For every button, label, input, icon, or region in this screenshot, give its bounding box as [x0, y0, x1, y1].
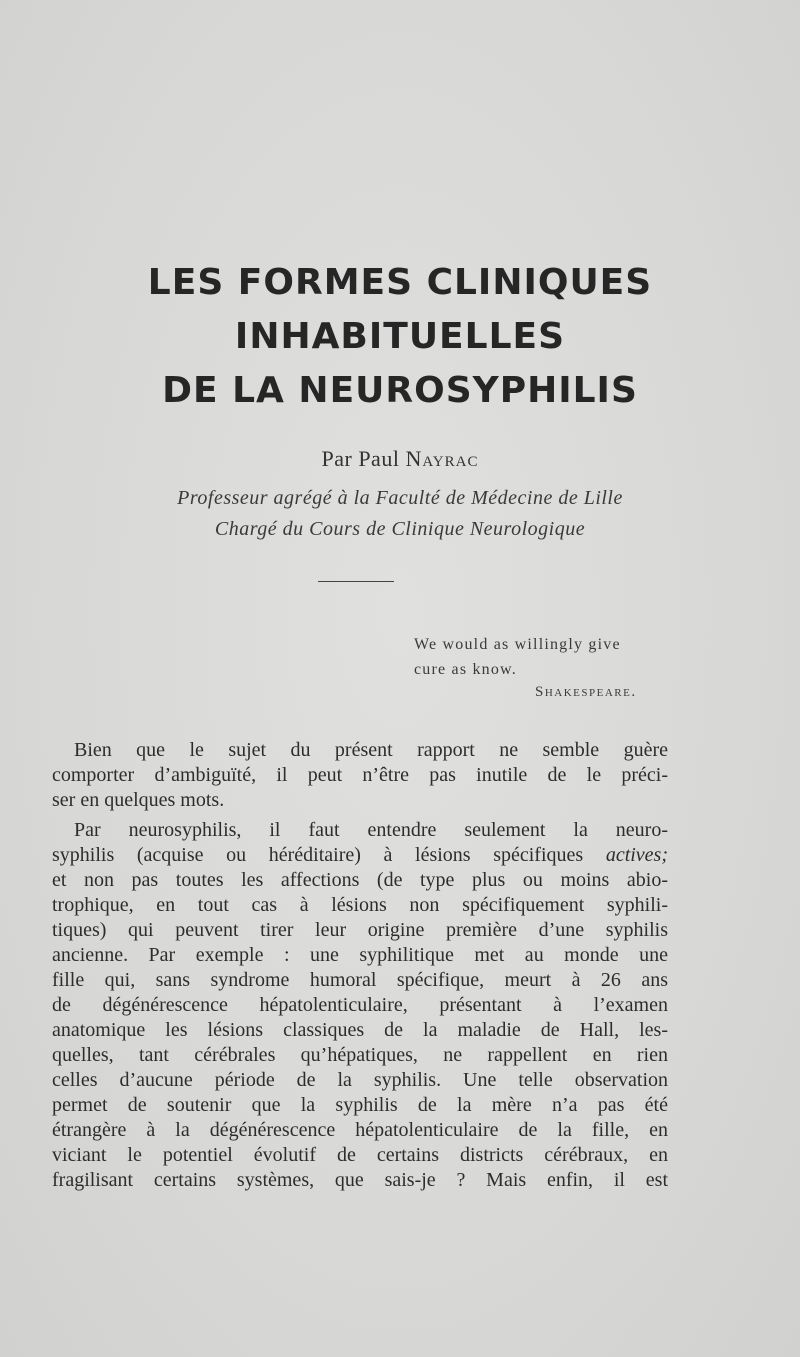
epigraph-line-2: cure as know.	[414, 661, 517, 678]
affiliation-line-2: Chargé du Cours de Clinique Neurologique	[214, 518, 586, 540]
title-line-2: INHABITUELLES	[234, 316, 566, 357]
body-line: ser en quelques mots.	[52, 789, 225, 811]
body-line: permet de soutenir que la syphilis de la mère n’a pas été	[52, 1094, 668, 1116]
body-line: trophique, en tout cas à lésions non spécifiquement syphili-	[52, 894, 668, 916]
body-line: Bien que le sujet du présent rapport ne semble guère	[74, 739, 668, 761]
body-line: de dégénérescence hépatolenticulaire, présentant à l’examen	[52, 994, 668, 1016]
body-line: syphilis (acquise ou héréditaire) à lésions spécifiques actives;	[52, 844, 668, 866]
body-line: fragilisant certains systèmes, que sais-je ? Mais enfin, il est	[52, 1169, 668, 1191]
title-line-1: LES FORMES CLINIQUES	[147, 262, 653, 303]
emphasized-word: actives;	[605, 844, 668, 866]
body-line: quelles, tant cérébrales qu’hépatiques, ne rappellent en rien	[52, 1044, 668, 1066]
affiliation-line-1: Professeur agrégé à la Faculté de Médecine de Lille	[177, 487, 623, 509]
body-line: ancienne. Par exemple : une syphilitique met au monde une	[52, 944, 668, 966]
epigraph-line-1: We would as willingly give	[414, 636, 621, 653]
author-byline	[0, 446, 800, 472]
body-line: anatomique les lésions classiques de la maladie de Hall, les-	[52, 1019, 668, 1041]
body-line: comporter d’ambiguïté, il peut n’être pas inutile de le préci-	[52, 764, 668, 786]
body-line: tiques) qui peuvent tirer leur origine première d’une syphilis	[52, 919, 668, 941]
body-line: fille qui, sans syndrome humoral spécifique, meurt à 26 ans	[52, 969, 668, 991]
epigraph-author: Shakespeare.	[535, 684, 637, 700]
body-line: Par neurosyphilis, il faut entendre seulement la neuro-	[74, 819, 668, 841]
body-line: celles d’aucune période de la syphilis. Une telle observation	[52, 1069, 668, 1091]
author-surname: Nayrac	[405, 446, 479, 471]
body-line: viciant le potentiel évolutif de certains districts cérébraux, en	[52, 1144, 668, 1166]
body-line: étrangère à la dégénérescence hépatolenticulaire de la fille, en	[52, 1119, 668, 1141]
section-divider	[318, 581, 394, 582]
byline-prefix: Par Paul	[321, 446, 406, 471]
body-line: et non pas toutes les affections (de type plus ou moins abio-	[52, 869, 668, 891]
title-line-3: DE LA NEUROSYPHILIS	[162, 370, 638, 411]
